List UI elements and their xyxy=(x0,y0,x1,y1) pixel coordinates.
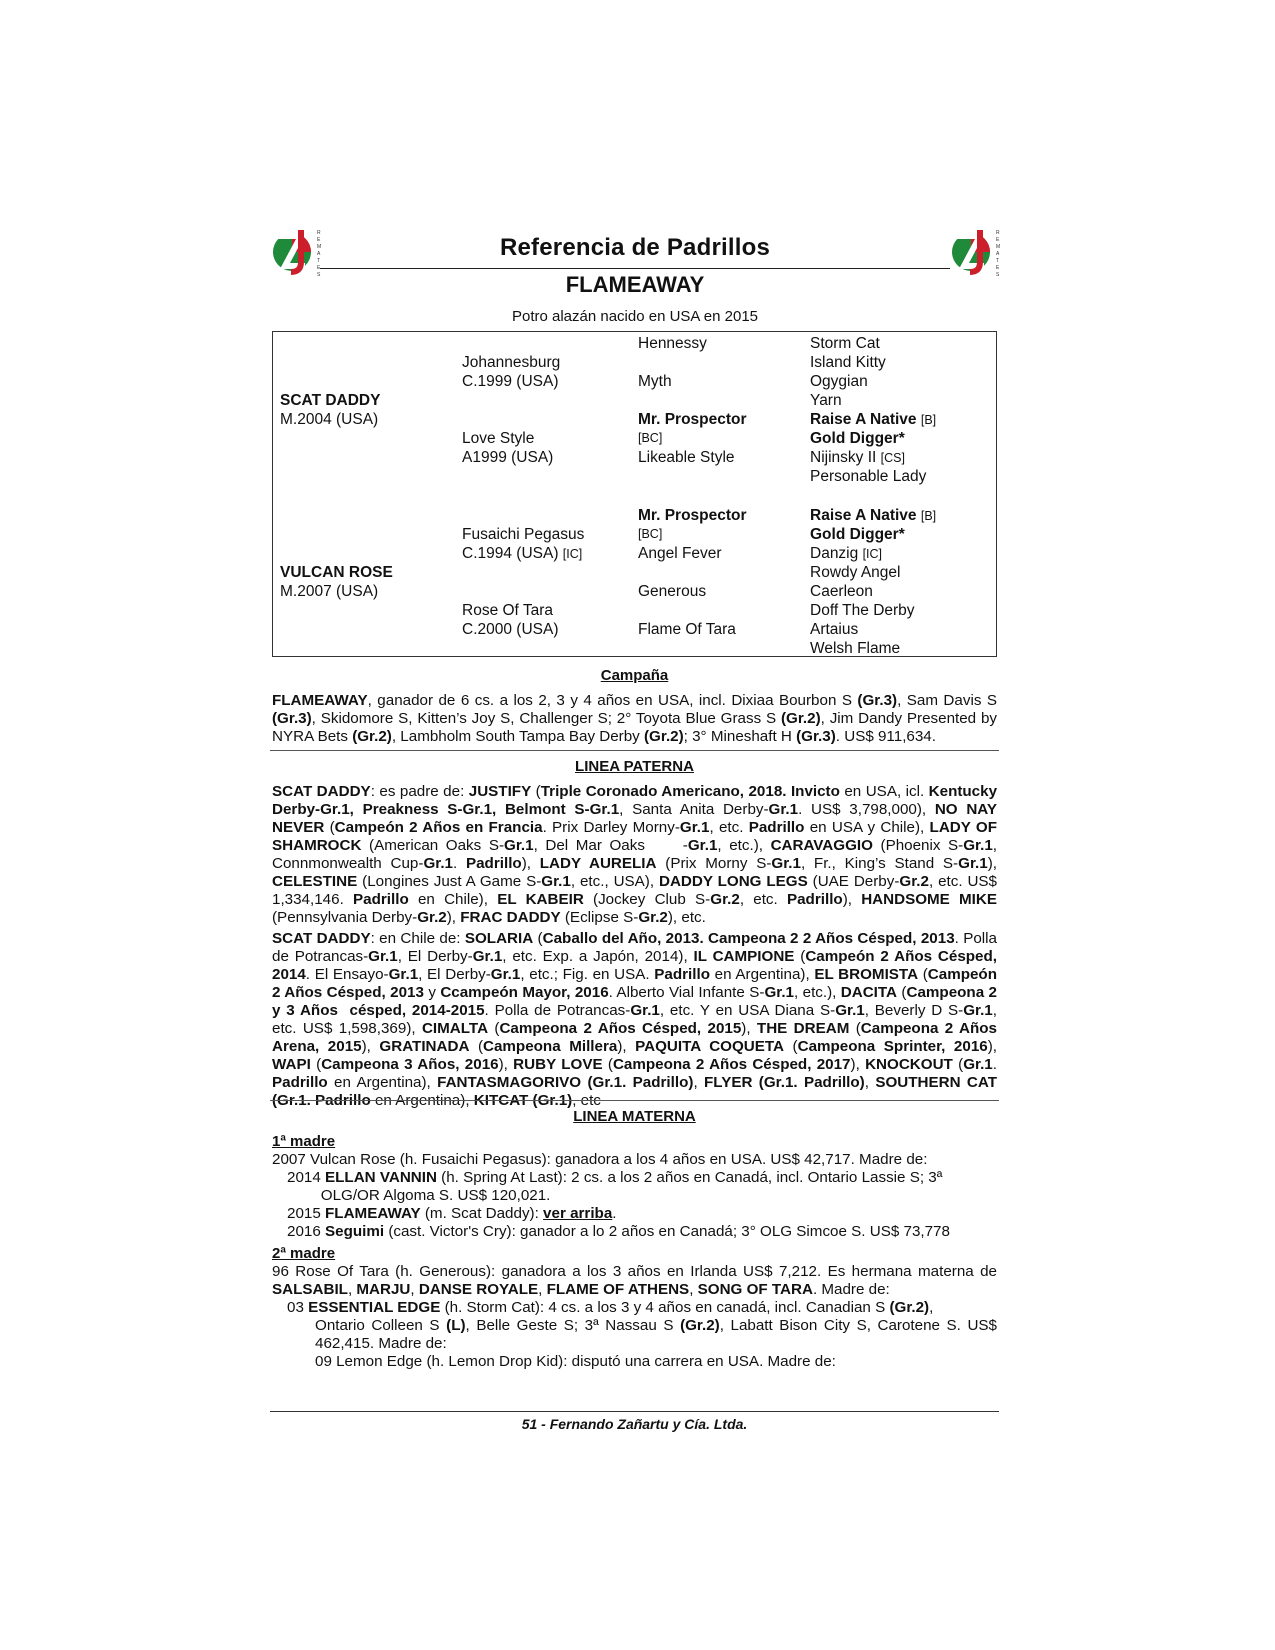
gen2-ancestor: Rose Of Tara xyxy=(462,602,554,619)
primera-madre-text: 2007 Vulcan Rose (h. Fusaichi Pegasus): ganadora a los 4 años en USA. US$ 42,717. Madre de: xyxy=(272,1151,928,1168)
gen3-ancestor-tag: [BC] xyxy=(638,527,663,541)
linea-materna-heading: LINEA MATERNA xyxy=(573,1108,696,1125)
gen4-ancestor: Nijinsky II [CS] xyxy=(810,449,905,466)
gen4-ancestor: Island Kitty xyxy=(810,354,886,371)
linea-paterna-usa-text: SCAT DADDY: es padre de: JUSTIFY (Triple Coronado Americano, 2018. Invicto en USA, icl. Kentucky Derby-Gr.1, Preakness S-Gr.1, Belmont S-Gr.1, Santa Anita Derby-Gr.1. US$ 3,798,000), NO NAY NEVER (Campeón 2 Años en Francia. Prix Darley Morny-Gr.1, etc. Padrillo en USA y Chile), LADY OF SHAMROCK (American Oaks S-Gr.1, Del Mar Oaks -Gr.1, etc.), CARAVAGGIO (Phoenix S-Gr.1, Connmonwealth Cup-Gr.1. Padrillo), LADY AURELIA (Prix Morny S-Gr.1, Fr., King’s Stand S-Gr.1), CELESTINE (Longines Just A Game S-Gr.1, etc., USA), DADDY LONG LEGS (UAE Derby-Gr.2, etc. US$ 1,334,146. Padrillo en Chile), EL KABEIR (Jockey Club S-Gr.2, etc. Padrillo), HANDSOME MIKE (Pennsylvania Derby-Gr.2), FRAC DADDY (Eclipse S-Gr.2), etc. xyxy=(272,783,998,926)
gen3-ancestor: Angel Fever xyxy=(638,545,722,562)
gen4-ancestor: Personable Lady xyxy=(810,468,927,485)
produce-entry: 2015 FLAMEAWAY (m. Scat Daddy): ver arriba. xyxy=(287,1205,617,1222)
svg-text:E: E xyxy=(317,237,321,243)
gen4-ancestor: Yarn xyxy=(810,392,842,409)
gen2-ancestor: Johannesburg xyxy=(462,354,561,371)
campana-text: FLAMEAWAY, ganador de 6 cs. a los 2, 3 y 4 años en USA, incl. Dixiaa Bourbon S (Gr.3), Sam Davis S (Gr.3), Skidomore S, Kitten’s Joy S, Challenger S; 2° Toyota Blue Grass S (Gr.2), Jim Dandy Presented by NYRA Bets (Gr.2), Lambholm South Tampa Bay Derby (Gr.2); 3° Mineshaft H (Gr.3). US$ 911,634. xyxy=(272,692,997,745)
gen4-ancestor: Caerleon xyxy=(810,583,873,600)
produce-entry: 2016 Seguimi (cast. Victor's Cry): ganador a lo 2 años en Canadá; 3° OLG Simcoe S. US$ 73,778 xyxy=(287,1223,950,1240)
segunda-madre-text: 96 Rose Of Tara (h. Generous): ganadora a los 3 años en Irlanda US$ 7,212. Es hermana materna de SALSABIL, MARJU, DANSE ROYALE, FLAME OF ATHENS, SONG OF TARA. Madre de: xyxy=(272,1263,997,1298)
gen3-ancestor: Generous xyxy=(638,583,707,600)
pedigree-table xyxy=(272,331,997,657)
section-divider xyxy=(270,1100,999,1101)
gen3-ancestor-tag: [BC] xyxy=(638,431,663,445)
gen4-ancestor: Welsh Flame xyxy=(810,640,901,657)
linea-paterna-chile-text: SCAT DADDY: en Chile de: SOLARIA (Caballo del Año, 2013. Campeona 2 2 Años Césped, 2013. Polla de Potrancas-Gr.1, El Derby-Gr.1, etc. Exp. a Japón, 2014), IL CAMPIONE (Campeón 2 Años Césped, 2014. El Ensayo-Gr.1, El Derby-Gr.1, etc.; Fig. en USA. Padrillo en Argentina), EL BROMISTA (Campeón 2 Años Césped, 2013 y Ccampeón Mayor, 2016. Alberto Vial Infante S-Gr.1, etc.), DACITA (Campeona 2 y 3 Años césped, 2014-2015. Polla de Potrancas-Gr.1, etc. Y en USA Diana S-Gr.1, Beverly D S-Gr.1, etc. US$ 1,598,369), CIMALTA (Campeona 2 Años Césped, 2015), THE DREAM (Campeona 2 Años Arena, 2015), GRATINADA (Campeona Millera), PAQUITA COQUETA (Campeona Sprinter, 2016), WAPI (Campeona 3 Años, 2016), RUBY LOVE (Campeona 2 Años Césped, 2017), KNOCKOUT (Gr.1. Padrillo en Argentina), FANTASMAGORIVO (Gr.1. Padrillo), FLYER (Gr.1. Padrillo), SOUTHERN CAT (Gr.1. Padrillo en Argentina), KITCAT (Gr.1), etc xyxy=(272,930,998,1109)
produce-entry: 09 Lemon Edge (h. Lemon Drop Kid): disputó una carrera en USA. Madre de: xyxy=(315,1353,836,1370)
gen2-ancestor-info: C.2000 (USA) xyxy=(462,621,559,638)
campana-heading: Campaña xyxy=(600,667,669,684)
svg-text:M: M xyxy=(317,244,322,250)
primera-madre-heading: 1ª madre xyxy=(272,1133,336,1150)
sire-info: M.2004 (USA) xyxy=(280,411,379,428)
gen3-ancestor: Mr. Prospector xyxy=(638,411,747,428)
horse-name: FLAMEAWAY xyxy=(565,272,705,297)
svg-text:A: A xyxy=(996,251,1000,257)
gen3-ancestor: Flame Of Tara xyxy=(638,621,736,638)
svg-text:T: T xyxy=(317,258,321,264)
gen2-ancestor-info: A1999 (USA) xyxy=(462,449,554,466)
svg-text:T: T xyxy=(996,258,1000,264)
page-title: Referencia de Padrillos xyxy=(499,234,771,261)
gen4-ancestor: Rowdy Angel xyxy=(810,564,901,581)
gen4-ancestor: Storm Cat xyxy=(810,335,880,352)
svg-text:S: S xyxy=(317,272,321,276)
gen4-ancestor: Raise A Native [B] xyxy=(810,411,937,428)
gen3-ancestor: Mr. Prospector xyxy=(638,507,747,524)
zj-remates-logo-right xyxy=(950,226,1002,276)
svg-text:R: R xyxy=(317,230,321,236)
gen2-ancestor-info: C.1994 (USA) [IC] xyxy=(462,545,583,562)
svg-text:S: S xyxy=(996,272,1000,276)
zj-remates-logo-left xyxy=(271,226,323,276)
gen3-ancestor: Hennessy xyxy=(638,335,707,352)
dam-info: M.2007 (USA) xyxy=(280,583,379,600)
svg-text:E: E xyxy=(317,265,321,271)
section-divider xyxy=(270,750,999,751)
page-footer: 51 - Fernando Zañartu y Cía. Ltda. xyxy=(521,1416,748,1432)
svg-text:A: A xyxy=(317,251,321,257)
header-divider xyxy=(320,268,950,269)
produce-entry-continued: Ontario Colleen S (L), Belle Geste S; 3ª Nassau S (Gr.2), Labatt Bison City S, Carotene S. US$ 462,415. Madre de: xyxy=(315,1317,997,1352)
segunda-madre-heading: 2ª madre xyxy=(272,1245,336,1262)
produce-entry: 2014 ELLAN VANNIN (h. Spring At Last): 2 cs. a los 2 años en Canadá, incl. Ontario Lassie S; 3ª OLG/OR Algoma S. US$ 120,021. xyxy=(287,1169,943,1204)
gen4-ancestor: Gold Digger* xyxy=(810,430,905,447)
gen3-ancestor: Myth xyxy=(638,373,672,390)
gen4-ancestor: Gold Digger* xyxy=(810,526,905,543)
gen2-ancestor: Fusaichi Pegasus xyxy=(462,526,585,543)
horse-description: Potro alazán nacido en USA en 2015 xyxy=(511,308,758,325)
produce-entry: 03 ESSENTIAL EDGE (h. Storm Cat): 4 cs. a los 3 y 4 años en canadá, incl. Canadian S (Gr.2), xyxy=(287,1299,934,1316)
svg-text:M: M xyxy=(996,244,1001,250)
gen4-ancestor: Artaius xyxy=(810,621,859,638)
gen2-ancestor: Love Style xyxy=(462,430,535,447)
gen4-ancestor: Ogygian xyxy=(810,373,868,390)
gen4-ancestor: Raise A Native [B] xyxy=(810,507,937,524)
linea-paterna-heading: LINEA PATERNA xyxy=(575,758,694,775)
gen4-ancestor: Danzig [IC] xyxy=(810,545,883,562)
gen2-ancestor-info: C.1999 (USA) xyxy=(462,373,559,390)
dam-name: VULCAN ROSE xyxy=(280,564,393,581)
svg-text:E: E xyxy=(996,265,1000,271)
sire-name: SCAT DADDY xyxy=(280,392,381,409)
svg-text:E: E xyxy=(996,237,1000,243)
svg-text:R: R xyxy=(996,230,1000,236)
gen4-ancestor: Doff The Derby xyxy=(810,602,915,619)
footer-divider xyxy=(270,1411,999,1412)
gen3-ancestor: Likeable Style xyxy=(638,449,735,466)
